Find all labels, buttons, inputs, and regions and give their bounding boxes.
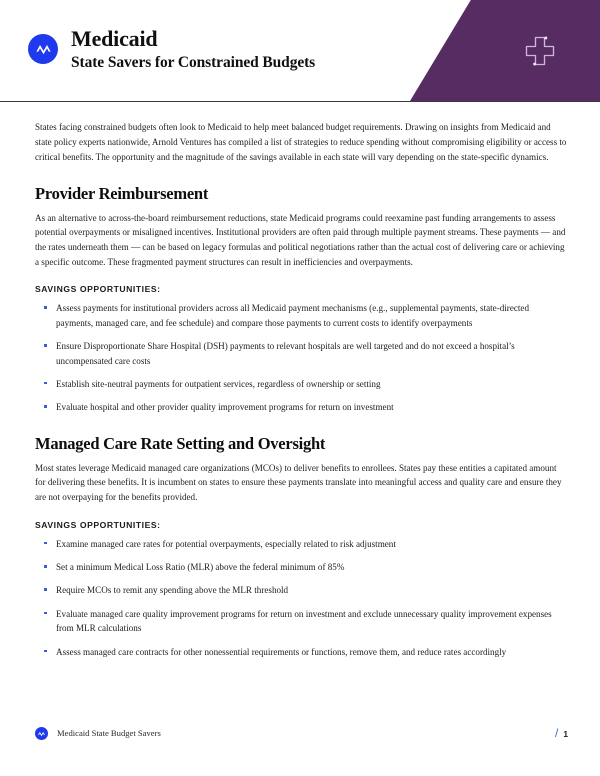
list-item-text: Evaluate managed care quality improvement programs for return on investment and exclude unnecessary quality improvement expenses from MLR calculations <box>56 608 552 634</box>
bullet-dot-icon <box>44 565 47 568</box>
section-managed-care-rate-setting <box>35 434 568 659</box>
list-item-text: Set a minimum Medical Loss Ratio (MLR) above the federal minimum of 85% <box>56 562 345 573</box>
savings-opportunities-list <box>35 301 568 414</box>
arnold-ventures-logo-icon <box>35 727 48 740</box>
list-item <box>35 400 568 414</box>
header-brand-block <box>28 27 315 71</box>
footer-pagination <box>555 726 568 740</box>
bullet-dot-icon <box>44 612 47 615</box>
document-content <box>0 102 600 659</box>
footer-title: Medicaid State Budget Savers <box>57 728 161 738</box>
list-item-text: Require MCOs to remit any spending above the MLR threshold <box>56 585 289 596</box>
medical-cross-icon <box>522 33 558 69</box>
list-item-text: Assess payments for institutional providers across all Medicaid payment mechanisms (e.g., supplemental payments, state-directed payments, managed care, and fee schedule) and compare those payments to current costs to identify overpayments <box>56 303 530 328</box>
savings-opportunities-label: SAVINGS OPPORTUNITIES: <box>35 284 161 295</box>
list-item-text: Evaluate hospital and other provider quality improvement programs for return on investment <box>56 402 394 413</box>
page-footer <box>0 726 600 740</box>
section-body: Most states leverage Medicaid managed care organizations (MCOs) to deliver benefits to enrollees. States pay these entities a capitated amount for delivering these benefits. It is incumbent on states to ensure these payments translate into meaningful access and quality care and ensure they are not overpaying for the benefits provided. <box>35 462 562 503</box>
list-item <box>35 607 568 636</box>
list-item <box>35 645 568 659</box>
bullet-dot-icon <box>44 650 47 653</box>
savings-opportunities-list <box>35 537 568 659</box>
list-item <box>35 339 568 368</box>
bullet-dot-icon <box>44 382 47 385</box>
bullet-dot-icon <box>44 405 47 408</box>
savings-opportunities-label: SAVINGS OPPORTUNITIES: <box>35 519 161 530</box>
list-item <box>35 560 568 574</box>
arnold-ventures-logo-icon <box>28 34 58 64</box>
list-item-text: Establish site-neutral payments for outpatient services, regardless of ownership or setting <box>56 378 381 389</box>
bullet-dot-icon <box>44 542 47 545</box>
intro-paragraph: States facing constrained budgets often look to Medicaid to help meet balanced budget requirements. Drawing on insights from Medicaid and state policy experts nationwide, Arnold Ventures has compiled a list of strategies to reduce spending without compromising eligibility or access to critical benefits. The opportunity and the magnitude of the savings available in each state will vary depending on the state-specific dynamics. <box>35 122 567 162</box>
header-purple-panel <box>410 0 600 101</box>
list-item-text: Ensure Disproportionate Share Hospital (DSH) payments to relevant hospitals are well targeted and do not exceed a hospital’s uncompensated care costs <box>56 341 515 366</box>
bullet-dot-icon <box>44 306 47 309</box>
page-subtitle: State Savers for Constrained Budgets <box>71 53 316 71</box>
page-header <box>0 0 600 101</box>
page-title: Medicaid <box>71 26 158 51</box>
section-body: As an alternative to across-the-board reimbursement reductions, state Medicaid programs could reexamine past funding arrangements to assess potential overpayments or misaligned incentives. Institutional providers are often paid through multiple payment streams. These payments — and the rates underneath them — can be based on legacy formulas and political negotiations rather than the actual cost of delivering care or achieving a specific outcome. These fragmented payment structures can result in inefficiencies and overpayments. <box>35 212 566 267</box>
section-provider-reimbursement <box>35 184 568 415</box>
bullet-dot-icon <box>44 344 47 347</box>
section-heading: Provider Reimbursement <box>35 183 209 203</box>
section-heading: Managed Care Rate Setting and Oversight <box>35 433 326 453</box>
footer-brand-block <box>35 727 161 740</box>
list-item <box>35 377 568 391</box>
list-item <box>35 301 568 330</box>
bullet-dot-icon <box>44 588 47 591</box>
footer-separator: / <box>554 726 559 740</box>
list-item <box>35 537 568 551</box>
list-item-text: Assess managed care contracts for other nonessential requirements or functions, remove them, and reduce rates accordingly <box>56 646 507 657</box>
list-item-text: Examine managed care rates for potential overpayments, especially related to risk adjustment <box>56 538 396 549</box>
page-number: 1 <box>563 729 568 739</box>
list-item <box>35 583 568 597</box>
